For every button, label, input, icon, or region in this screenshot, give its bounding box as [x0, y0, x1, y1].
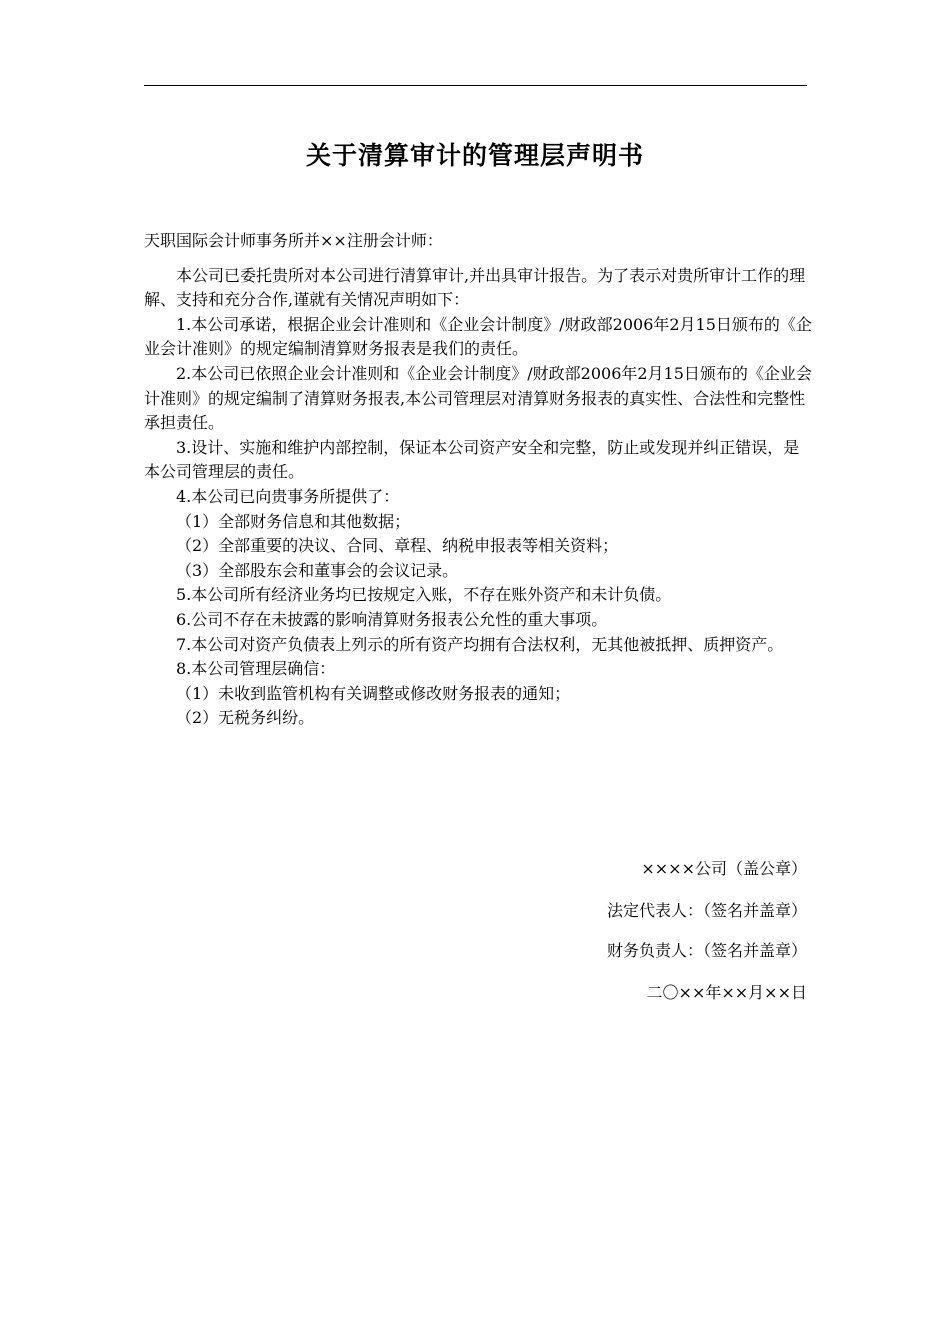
statement-item: 4.本公司已向贵事务所提供了：: [176, 486, 400, 506]
document-body: [144, 229, 814, 731]
intro-paragraph: 本公司已委托贵所对本公司进行清算审计,并出具审计报告。为了表示对贵所审计工作的理解、支持和充分合作,谨就有关情况声明如下：: [144, 265, 806, 310]
statement-item: 3.设计、实施和维护内部控制，保证本公司资产安全和完整，防止或发现并纠正错误，是本公司管理层的责任。: [144, 437, 800, 482]
statement-item: 7.本公司对资产负债表上列示的所有资产均拥有合法权利，无其他被抵押、质押资产。: [176, 634, 784, 654]
signature-finance-head: 财务负责人：（签名并盖章）: [606, 941, 807, 960]
statement-subitem: （1）全部财务信息和其他数据；: [176, 511, 411, 531]
statement-item: 6.公司不存在未披露的影响清算财务报表公允性的重大事项。: [176, 609, 608, 629]
statement-item: 2.本公司已依照企业会计准则和《企业会计制度》/财政部2006年2月15日颁布的《企业会计准则》的规定编制了清算财务报表,本公司管理层对清算财务报表的真实性、合法性和完整性承担责任。: [144, 363, 812, 433]
statement-item: 5.本公司所有经济业务均已按规定入账，不存在账外资产和未计负债。: [176, 585, 672, 605]
signature-date: 二〇××年××月××日: [646, 983, 807, 1002]
header-rule: [144, 85, 807, 86]
statement-subitem: （1）未收到监管机构有关调整或修改财务报表的通知；: [176, 683, 571, 703]
statement-subitem: （2）无税务纠纷。: [176, 708, 315, 728]
signature-company: ××××公司（盖公章）: [641, 859, 807, 878]
statement-subitem: （3）全部股东会和董事会的会议记录。: [176, 560, 459, 580]
signature-legal-rep: 法定代表人：（签名并盖章）: [606, 901, 807, 920]
statement-item: 8.本公司管理层确信：: [176, 659, 336, 679]
salutation: 天职国际会计师事务所并××注册会计师：: [144, 231, 443, 250]
document-title: 关于清算审计的管理层声明书: [305, 141, 644, 170]
statement-item: 1.本公司承诺，根据企业会计准则和《企业会计制度》/财政部2006年2月15日颁布的《企业会计准则》的规定编制清算财务报表是我们的责任。: [144, 314, 812, 359]
statement-subitem: （2）全部重要的决议、合同、章程、纳税申报表等相关资料；: [176, 536, 619, 556]
